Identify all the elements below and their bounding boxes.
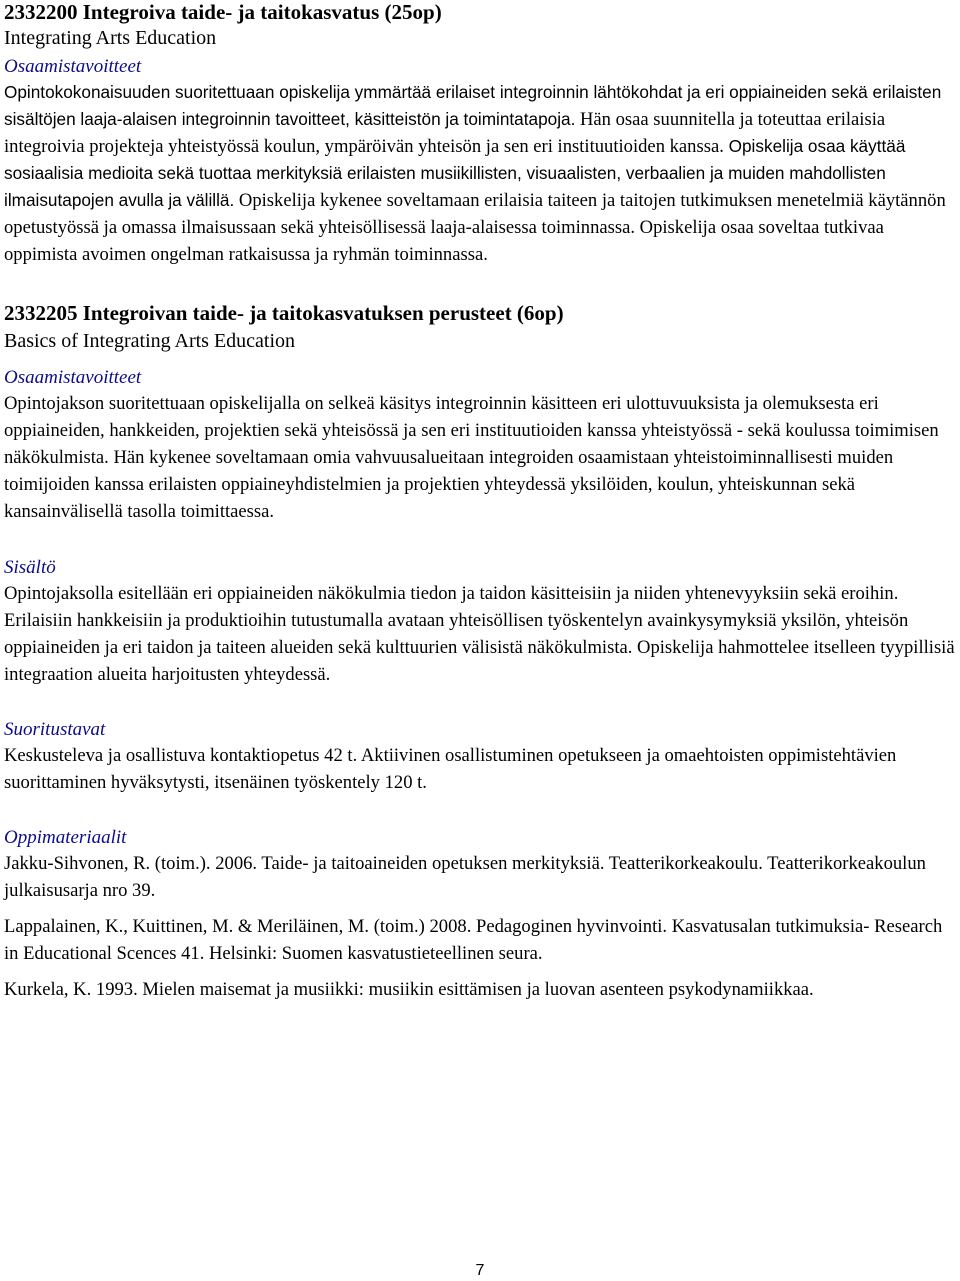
materials-heading: Oppimateriaalit	[4, 827, 127, 848]
methods-paragraph: Keskusteleva ja osallistuva kontaktiopetus 42 t. Aktiivinen osallistuminen opetukseen ja omaehtoisten oppimistehtävien suorittaminen hyväksytysti, itsenäinen työskentely 120 t.	[4, 745, 897, 793]
objectives-paragraph	[4, 79, 956, 268]
materials-list	[4, 850, 956, 1003]
course-title: 2332205 Integroivan taide- ja taitokasvatuksen perusteet (6op)	[4, 301, 564, 325]
objectives-paragraph: Opintojakson suoritettuaan opiskelijalla on selkeä käsitys integroinnin käsitteen eri ulottuvuuksista ja olemuksesta eri oppiaineiden, hankkeiden, projektien sekä yhteisössä ja sen eri instituutioiden kanssa yhteistyössä - sekä koulussa toimimisen näkökulmista. Hän kykenee soveltamaan omia vahvuusalueitaan integroiden osaamistaan yhteistoiminnallisesti muiden toimijoiden kanssa erilaisten oppiaineyhdistelmien ja projektien yhteydessä yksilöiden, koulun, yhteiskunnan sekä kansainvälisellä tasolla toimittaessa.	[4, 393, 939, 522]
objectives-text-part-3: Opiskelija osaa käyttää sosiaalisia medioita sekä tuottaa merkityksiä erilaisten musiikillisten, visuaalisten, verbaalien ja muiden mahdollisten ilmaisutapojen avulla ja välillä.	[4, 136, 906, 210]
course-subtitle: Integrating Arts Education	[4, 27, 217, 49]
document-page	[4, 0, 956, 1012]
objectives-text-part-2: Hän osaa suunnitella ja toteuttaa erilaisia integroivia projekteja yhteistyössä koulun, ympäröivän yhteisön ja sen eri instituutioiden kanssa.	[4, 109, 886, 157]
content-heading: Sisältö	[4, 557, 56, 578]
objectives-heading: Osaamistavoitteet	[4, 56, 142, 77]
reference-item: Jakku-Sihvonen, R. (toim.). 2006. Taide- ja taitoaineiden opetuksen merkityksiä. Teatterikorkeakoulu. Teatterikorkeakoulun julkaisusarja nro 39.	[4, 853, 926, 901]
objectives-heading: Osaamistavoitteet	[4, 367, 142, 388]
course-section-2332200	[4, 0, 956, 268]
methods-heading: Suoritustavat	[4, 719, 106, 740]
objectives-text-part-4: Opiskelija kykenee soveltamaan erilaisia taiteen ja taitojen tutkimuksen menetelmiä käytännön opetustyössä ja omassa ilmaisussaan sekä yhteisöllisessä laaja-alaisessa toiminnassa. Opiskelija osaa soveltaa tutkivaa oppimista avoimen ongelman ratkaisussa ja ryhmän toiminnassa.	[4, 190, 946, 265]
objectives-text-part-1: Opintokokonaisuuden suoritettuaan opiskelija ymmärtää erilaiset integroinnin lähtökohdat ja eri oppiaineiden sekä erilaisten sisältöjen laaja-alaisen integroinnin tavoitteet, käsitteistön ja toimintatapoja.	[4, 82, 942, 129]
content-paragraph: Opintojaksolla esitellään eri oppiaineiden näkökulmia tiedon ja taidon käsitteisiin ja niiden yhtenevyyksiin sekä eroihin. Erilaisiin hankkeisiin ja produktioihin tutustumalla avataan yhteisöllisen työskentelyn avainkysymyksiä yksilön, yhteisön oppiaineiden ja eri taidon ja taiteen alueiden sekä kulttuurien välisistä näkökulmista. Opiskelija hahmottelee itselleen tyypillisiä integraation alueita harjoitusten yhteydessä.	[4, 583, 955, 685]
page-number: 7	[475, 1262, 485, 1279]
course-title: 2332200 Integroiva taide- ja taitokasvatus (25op)	[4, 0, 442, 24]
course-subtitle: Basics of Integrating Arts Education	[4, 330, 296, 352]
reference-item: Kurkela, K. 1993. Mielen maisemat ja musiikki: musiikin esittämisen ja luovan asenteen psykodynamiikkaa.	[4, 979, 814, 1000]
course-section-2332205	[4, 301, 956, 1003]
reference-item: Lappalainen, K., Kuittinen, M. & Meriläinen, M. (toim.) 2008. Pedagoginen hyvinvointi. Kasvatusalan tutkimuksia- Research in Educational Scences 41. Helsinki: Suomen kasvatustieteellinen seura.	[4, 916, 943, 964]
